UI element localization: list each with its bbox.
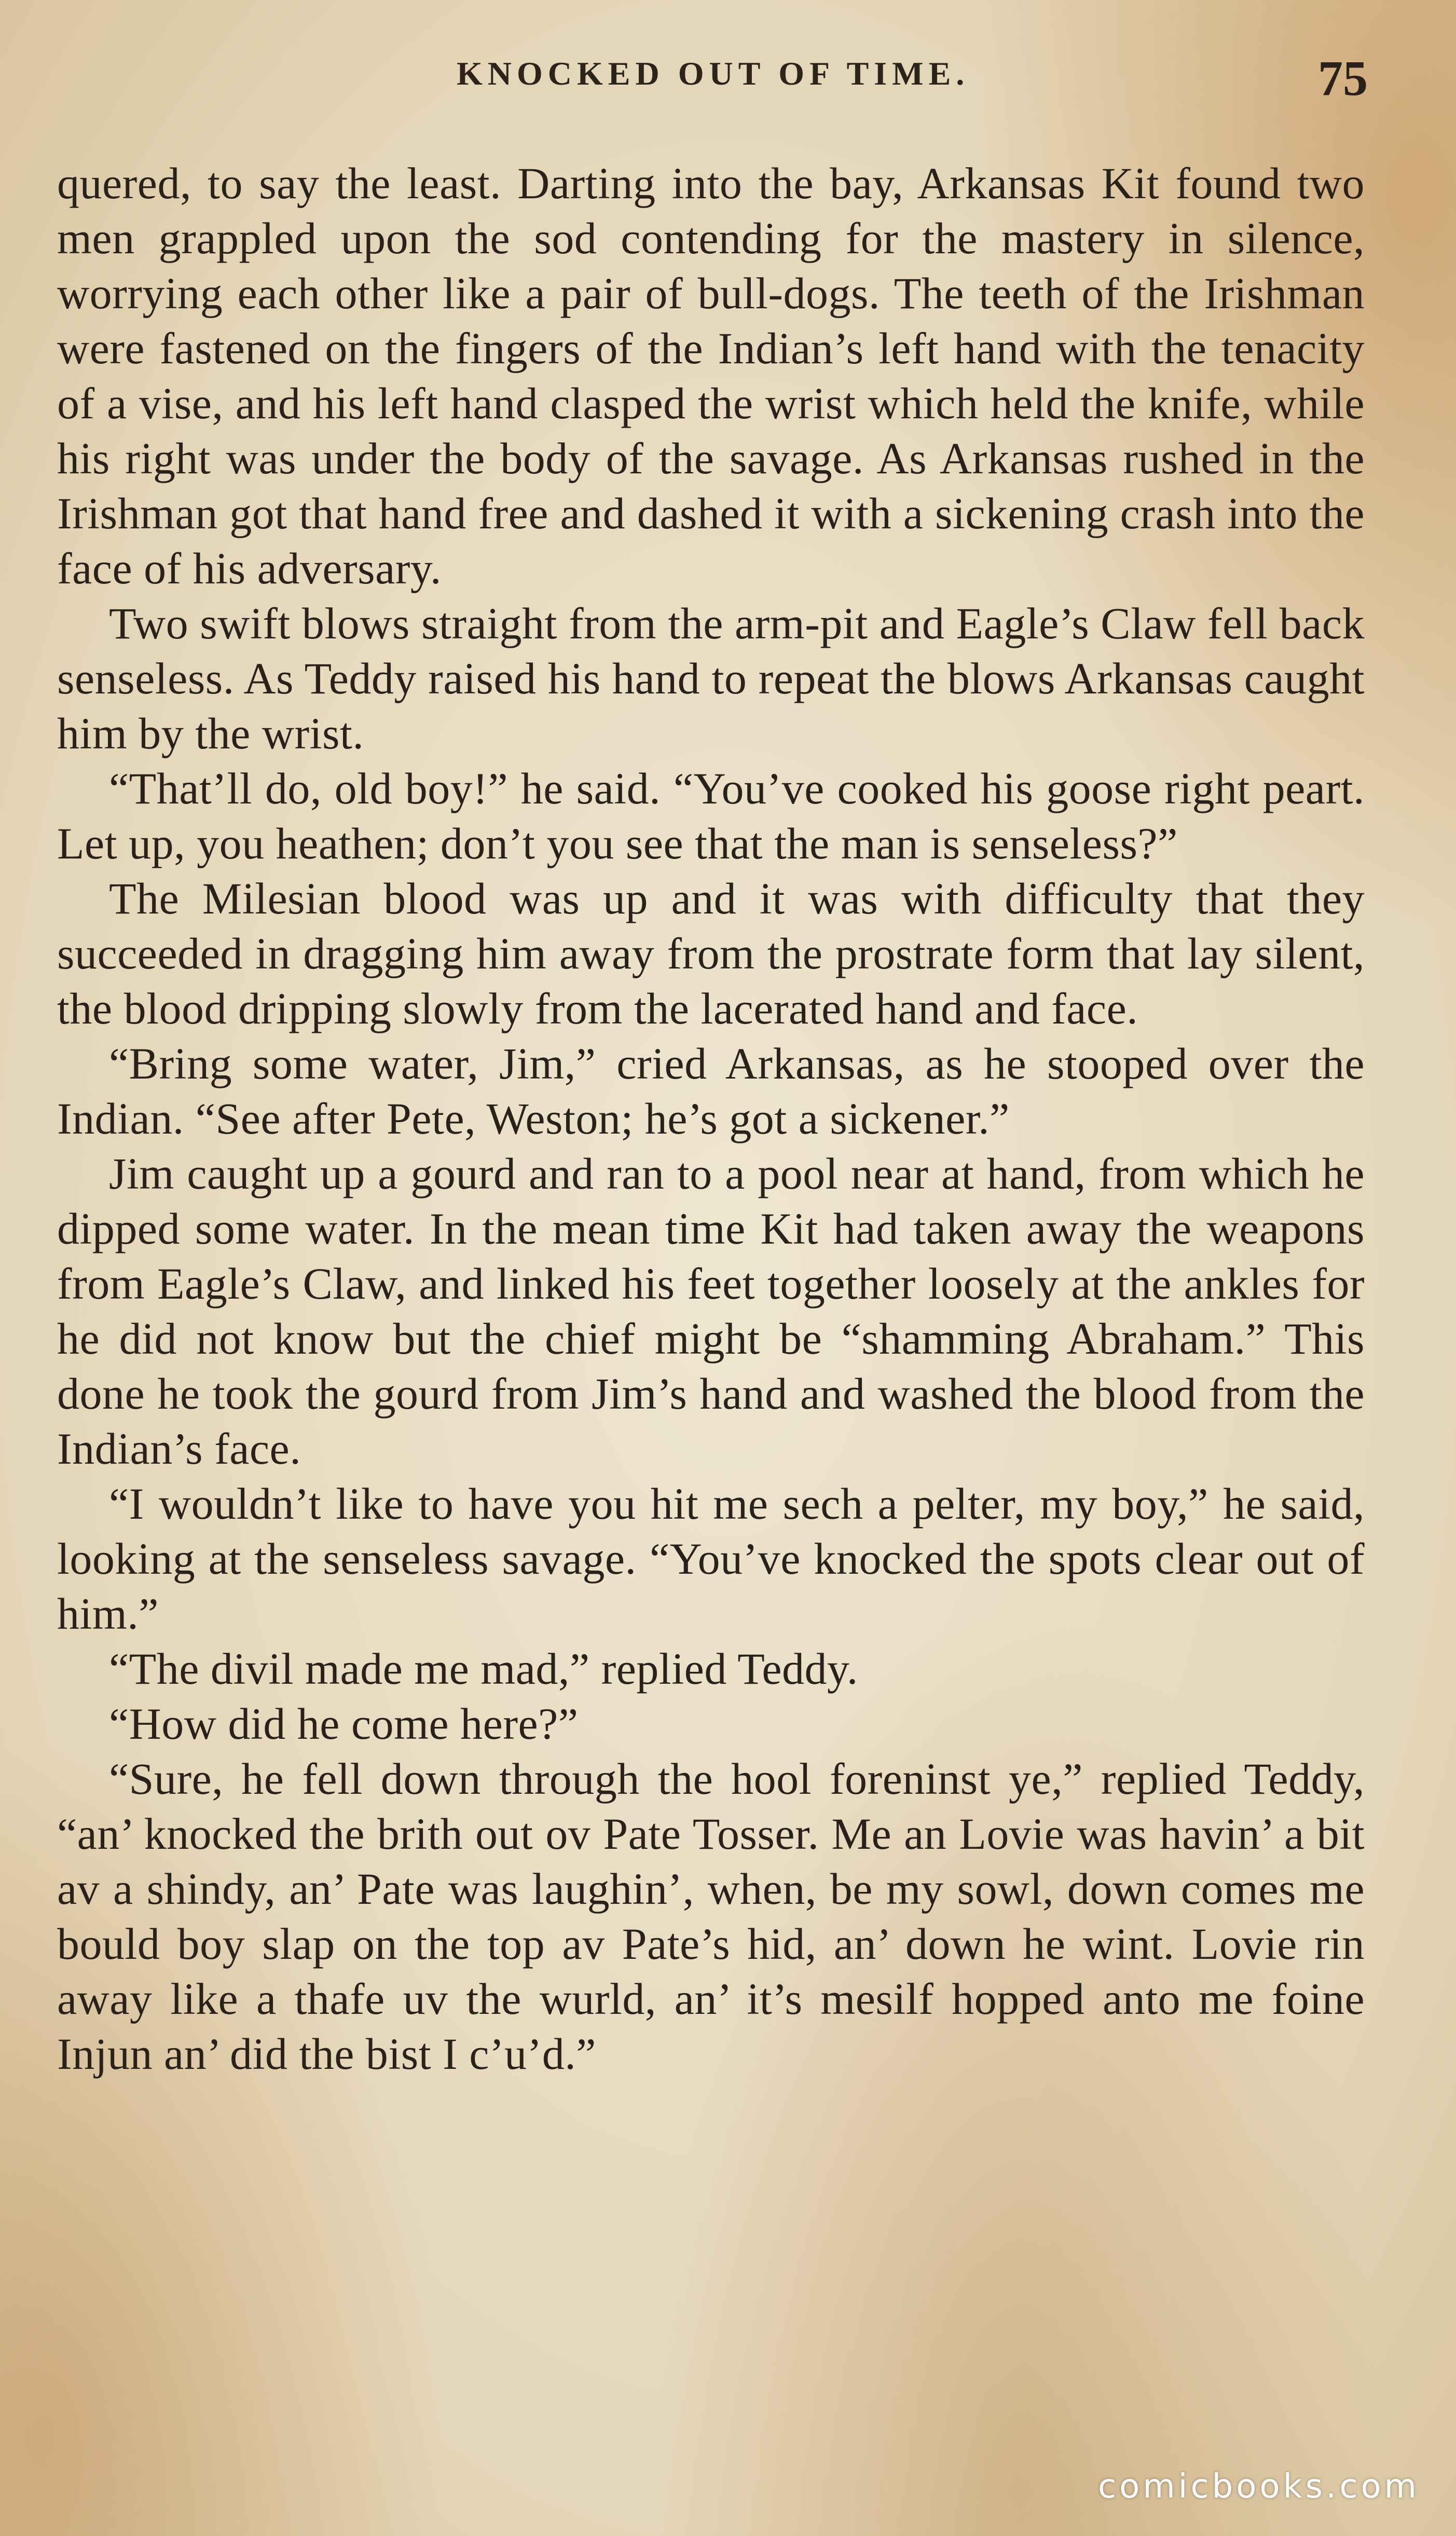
paragraph: quered, to say the least. Darting into the bay, Arkansas Kit found two men grappled upon the sod contending for the mastery in silence, worrying each other like a pair of bull-dogs. The teeth of the Irishman were fastened on the fingers of the Indian’s left hand with the tenacity of a vise, and his left hand clasped the wrist which held the knife, while his right was under the body of the savage. As Arkansas rushed in the Irishman got that hand free and dashed it with a sickening crash into the face of his adversary. xyxy=(57,158,1365,593)
paragraph: “I wouldn’t like to have you hit me sech a pelter, my boy,” he said, looking at the senseless savage. “You’ve knocked the spots clear out of him.” xyxy=(57,1479,1365,1639)
paragraph: “How did he come here?” xyxy=(109,1699,579,1749)
paragraph: The Milesian blood was up and it was with difficulty that they succeeded in dragging him away from the prostrate form that lay silent, the blood dripping slowly from the lacerated hand and face. xyxy=(57,874,1365,1033)
page-number: 75 xyxy=(1318,50,1368,106)
body-text xyxy=(57,156,1365,2081)
running-title: KNOCKED OUT OF TIME. xyxy=(457,55,970,92)
page-header xyxy=(0,49,1456,112)
watermark: comicbooks.com xyxy=(1097,2467,1420,2506)
paragraph: “The divil made me mad,” replied Teddy. xyxy=(109,1644,858,1694)
paragraph: “That’ll do, old boy!” he said. “You’ve cooked his goose right peart. Let up, you heathen; don’t you see that the man is senseless?” xyxy=(57,763,1365,868)
paragraph: “Bring some water, Jim,” cried Arkansas, as he stooped over the Indian. “See after Pete, Weston; he’s got a sickener.” xyxy=(57,1039,1365,1143)
paragraph: “Sure, he fell down through the hool foreninst ye,” replied Teddy, “an’ knocked the brith out ov Pate Tosser. Me an Lovie was havin’ a bit av a shindy, an’ Pate was laughin’, when, be my sowl, down comes me bould boy slap on the top av Pate’s hid, an’ down he wint. Lovie rin away like a thafe uv the wurld, an’ it’s mesilf hopped anto me foine Injun an’ did the bist I c’u’d.” xyxy=(57,1754,1365,2079)
paragraph: Jim caught up a gourd and ran to a pool near at hand, from which he dipped some water. In the mean time Kit had taken away the weapons from Eagle’s Claw, and linked his feet together loosely at the ankles for he did not know but the chief might be “shamming Abraham.” This done he took the gourd from Jim’s hand and washed the blood from the Indian’s face. xyxy=(57,1149,1365,1474)
paragraph: Two swift blows straight from the arm-pit and Eagle’s Claw fell back senseless. As Teddy raised his hand to repeat the blows Arkansas caught him by the wrist. xyxy=(57,598,1365,758)
